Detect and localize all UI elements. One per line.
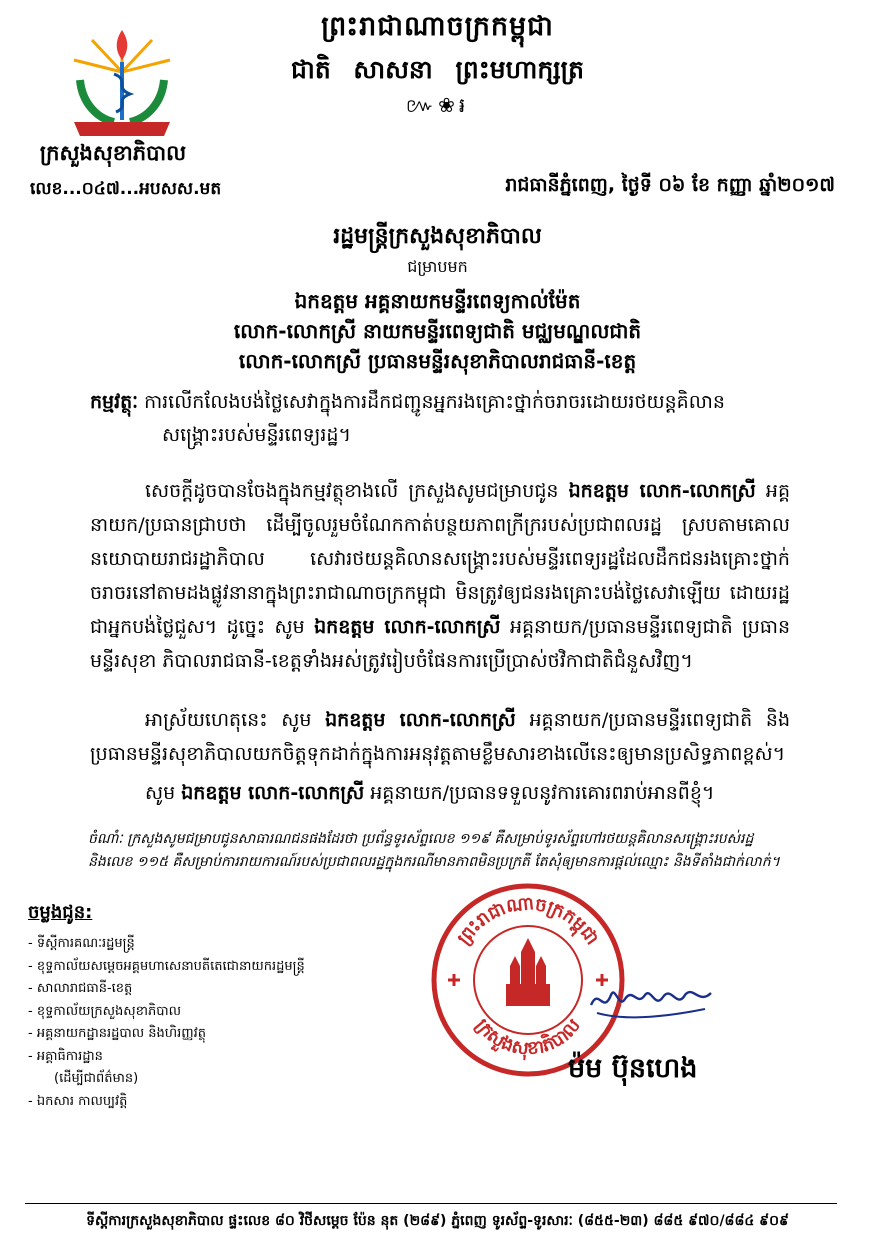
- ministry-name: ក្រសួងសុខាភិបាល: [39, 141, 187, 165]
- stamp-text-top: ព្រះរាជាណាចក្រកម្ពុជា: [453, 893, 603, 949]
- body-text: អគ្គនាយក/ប្រធានទទួលនូវការគោរពរាប់អានពីខ្ញុំ។: [370, 782, 715, 804]
- note-text: ចំណាំៈ ក្រសួងសូមជម្រាបជូនសាធារណជនផងដែរថា ប្រព័ន្ធទូរស័ព្ទលេខ ១១៩ គឺសម្រាប់ទូរស័ព្ទហៅរថយន្តគិលានសង្គ្រោះរបស់រដ្ឋ និងលេខ ១១៥ គឺសម្រាប់ការរាយការណ៍របស់ប្រជាពលរដ្ឋក្នុងករណីមានភាពមិនប្រក្រតី តែសុំឲ្យមានការផ្តល់ឈ្មោះ និងទីតាំងជាក់លាក់។: [88, 831, 780, 870]
- subject-text: ការលើកលែងបង់ថ្លៃសេវាក្នុងការដឹកជញ្ជូនអ្នករងគ្រោះថ្នាក់ចរាចរដោយរថយន្តគិលាន: [144, 391, 725, 413]
- cc-item: - អគ្គនាយកដ្ឋានរដ្ឋបាល និងហិរញ្ញវត្ថុ: [28, 1026, 206, 1041]
- signature-icon: [585, 965, 725, 1035]
- subject-block: [90, 386, 790, 452]
- body-text: អគ្គនាយក/ប្រធានមន្ទីរពេទ្យជាតិ និងប្រធានមន្ទីរសុខាភិបាលយកចិត្តទុកដាក់ក្នុងការអនុវត្តតាមខ្លឹមសារខាងលើនេះឲ្យមានប្រសិទ្ធភាពខ្ពស់។: [90, 709, 791, 765]
- body-highlight: ឯកឧត្តម លោក-លោកស្រី: [568, 480, 756, 502]
- subject-label: កម្មវត្ថុៈ: [90, 391, 139, 413]
- footer-divider: [25, 1203, 837, 1204]
- recipient-line: លោក-លោកស្រី ប្រធានមន្ទីរសុខាភិបាលរាជធានី-ខេត្ត: [238, 349, 637, 373]
- cc-item: - ខុទ្ទកាល័យសម្តេចអគ្គមហាសេនាបតីតេជោនាយករដ្ឋមន្ត្រី: [28, 958, 305, 974]
- cc-item: - សាលារាជធានី-ខេត្ត: [28, 981, 133, 996]
- body-paragraph-1: [90, 474, 790, 678]
- header-ornament: ៚❀៛: [405, 93, 470, 117]
- recipient-line: លោក-លោកស្រី នាយកមន្ទីរពេទ្យជាតិ មជ្ឈមណ្ឌលជាតិ: [233, 319, 642, 343]
- body-highlight: ឯកឧត្តម លោក-លោកស្រី: [181, 782, 365, 804]
- stamp-text-bottom: ក្រសួងសុខាភិបាល: [471, 1014, 585, 1060]
- cc-list: [28, 900, 358, 1113]
- body-paragraph-3: [90, 776, 790, 810]
- date-line: រាជធានីភ្នំពេញ, ថ្ងៃទី ០៦ ខែ កញ្ញា ឆ្នាំ២០១៧: [505, 174, 835, 196]
- subject-text-continued: សង្គ្រោះរបស់មន្ទីរពេទ្យរដ្ឋ។: [162, 424, 351, 446]
- signatory-name: ម៉ម ប៊ុនហេង: [568, 1053, 698, 1084]
- to-label: ជម្រាបមក: [407, 257, 468, 276]
- national-motto: ជាតិ សាសនា ព្រះមហាក្សត្រ: [291, 55, 584, 84]
- cc-item: - ឯកសារ កាលប្បវត្តិ: [28, 1093, 128, 1109]
- body-text: សេចក្តីដូចបានចែងក្នុងកម្មវត្ថុខាងលើ ក្រសួងសូមជម្រាបជូន: [145, 480, 559, 502]
- recipient-line: ឯកឧត្តម អគ្គនាយកមន្ទីរពេទ្យកាល់ម៉ែត: [294, 289, 581, 313]
- cc-item: - អគ្គាធិការដ្ឋាន: [28, 1048, 103, 1064]
- recipient-block: [0, 222, 875, 376]
- cc-item: - ទីស្តីការគណៈរដ្ឋមន្ត្រី: [28, 936, 135, 951]
- body-text: អាស្រ័យហេតុនេះ សូម: [145, 709, 312, 731]
- signature-scribble: [585, 965, 725, 1035]
- body-text: អគ្គនាយក/ប្រធានមន្ទីរពេទ្យជាតិ ប្រធានមន្ទីរសុខា ភិបាលរាជធានី-ខេត្តទាំងអស់ត្រូវរៀបចំផែនការប្រើប្រាស់ថវិកាជាតិជំនួសវិញ។: [90, 616, 790, 672]
- cc-item: (ដើម្បីជាព័ត៌មាន): [54, 1071, 139, 1086]
- kingdom-title: ព្រះរាជាណាចក្រកម្ពុជា: [321, 11, 554, 42]
- footer-address: ទីស្តីការក្រសួងសុខាភិបាល ផ្ទះលេខ ៨០ វិថីសម្តេច ប៉ែន នុត (២៨៩) ភ្នំពេញ ទូរស័ព្ទ-ទូរសារៈ (៨៥៥-២៣) ៨៨៥ ៩៧០/៨៨៤ ៩០៩: [86, 1213, 789, 1229]
- sender-title: រដ្ឋមន្ត្រីក្រសួងសុខាភិបាល: [333, 224, 542, 249]
- body-highlight: ឯកឧត្តម លោក-លោកស្រី: [314, 616, 501, 638]
- cc-item: - ខុទ្ទកាល័យក្រសួងសុខាភិបាល: [28, 1003, 181, 1019]
- cc-title: ចម្លងជូន:: [28, 902, 93, 923]
- body-text: អគ្គនាយក/ប្រធានជ្រាបថា ដើម្បីចូលរួមចំណែកកាត់បន្ថយភាពក្រីក្ររបស់ប្រជាពលរដ្ឋ ស្របតាមគោលនយោបាយរាជរដ្ឋាភិបាល សេវារថយន្តគិលានសង្គ្រោះរបស់មន្ទីរពេទ្យរដ្ឋដែលដឹកជនរងគ្រោះថ្នាក់ចរាចរនៅតាមដងផ្លូវនានាក្នុងព្រះរាជាណាចក្រកម្ពុជា មិនត្រូវឲ្យជនរងគ្រោះបង់ថ្លៃសេវាឡើយ ដោយរដ្ឋជាអ្នកបង់ថ្លៃជួស។ ដូច្នេះ សូម: [90, 480, 791, 638]
- reference-number: លេខ...០៤៧...អបសស.មត: [30, 179, 222, 199]
- body-text: សូម: [145, 782, 176, 804]
- body-highlight: ឯកឧត្តម លោក-លោកស្រី: [325, 709, 516, 731]
- body-paragraph-2: [90, 703, 790, 771]
